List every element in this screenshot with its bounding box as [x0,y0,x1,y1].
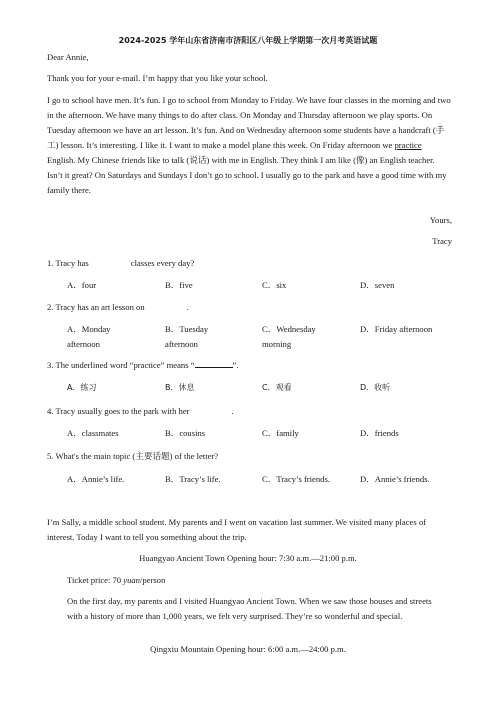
question-4-option-a[interactable]: A．classmates [67,428,119,438]
letter-paragraph-1: Thank you for your e-mail. I’m happy that you like your school. [47,73,268,83]
question-2-option-a[interactable]: A．Monday afternoon [67,324,111,349]
question-3-stem-b: ”. [232,360,239,370]
letter-signature: Tracy [432,236,452,246]
underlined-word-practice: practice [394,140,422,150]
place-1-heading: Huangyao Ancient Town Opening hour: 7:30 a.m.—21:00 p.m. [139,553,357,563]
question-3-stem-a: 3. The underlined word “practice” means “ [47,360,195,370]
question-3-option-c[interactable]: C．观看 [262,383,292,392]
question-3-option-a[interactable]: A．练习 [67,383,97,392]
place-1-text: On the first day, my parents and I visited Huangyao Ancient Town. When we saw those houses and streets with a history of more than 1,000 years, we felt very surprised. They’re so wonderful and special. [67,596,432,621]
question-2-option-c[interactable]: C．Wednesday morning [262,324,316,349]
question-1 [47,256,457,271]
letter-closing: Yours, [429,215,452,225]
ticket-price [67,573,165,588]
letter-paragraph-2 [47,93,451,198]
question-5 [47,449,457,464]
question-1-options [67,278,457,293]
question-2-option-b[interactable]: B．Tuesday afternoon [165,324,209,349]
question-2-options [67,322,457,352]
question-1-option-b[interactable]: B．five [165,280,193,290]
question-4-stem-a: 4. Tracy usually goes to the park with her [47,406,190,416]
question-5-stem-a: 5. What's the main topic (主要话题) of the letter? [47,451,219,461]
question-5-options [67,472,457,487]
question-3-options [67,380,457,395]
question-3-option-b[interactable]: B．休息 [165,383,195,392]
letter-paragraph-2-part-b: English. My Chinese friends like to talk (说话) with me in English. They think I am like (像) an English teacher. Isn’t it great? On Saturdays and Sundays I don’t go to school. I usually go to the park and have a good time with my family there. [47,155,447,195]
passage-2-intro: I’m Sally, a middle school student. My parents and I went on vacation last summer. We visited many places of interest. Today I want to tell you something about the trip. [47,517,427,542]
document-title: 2024-2025 学年山东省济南市济阳区八年级上学期第一次月考英语试题 [118,36,378,45]
letter-greeting: Dear Annie, [47,52,89,62]
question-2-option-d[interactable]: D．Friday afternoon [360,324,433,334]
question-4 [47,404,457,419]
question-3-option-d[interactable]: D．收听 [360,383,391,392]
question-1-stem-a: 1. Tracy has [47,258,89,268]
question-2 [47,300,457,315]
question-4-stem-b: . [231,406,234,416]
question-2-stem-a: 2. Tracy has an art lesson on [47,302,145,312]
question-4-options [67,426,457,441]
question-4-option-b[interactable]: B．cousins [165,428,206,438]
ticket-price-unit: yuan [123,575,140,585]
ticket-price-suffix: /person [139,575,166,585]
question-5-option-d[interactable]: D．Annie’s friends. [360,474,430,484]
question-1-option-c[interactable]: C．six [262,280,287,290]
question-5-option-b[interactable]: B．Tracy’s life. [165,474,221,484]
ticket-price-label: Ticket price: 70 [67,575,124,585]
question-2-stem-b: . [186,302,189,312]
question-1-stem-b: classes every day? [130,258,195,268]
question-5-option-c[interactable]: C．Tracy’s friends. [262,474,330,484]
letter-paragraph-2-part-a: I go to school have men. It’s fun. I go to school from Monday to Friday. We have four classes in the morning and two in the afternoon. We have many things to do after class. On Monday and Thursday afternoon we play sports. On Tuesday afternoon we have an art lesson. It’s fun. And on Wednesday afternoon some students have a handcraft (手工) lesson. It’s interesting. I like it. I want to make a model plane this week. On Friday afternoon we [47,95,451,150]
question-3 [47,358,457,373]
question-1-option-a[interactable]: A．four [67,280,97,290]
place-2-heading: Qingxiu Mountain Opening hour: 6:00 a.m.—24:00 p.m. [150,644,346,654]
question-1-option-d[interactable]: D．seven [360,280,395,290]
question-4-option-d[interactable]: D．friends [360,428,399,438]
question-5-option-a[interactable]: A．Annie’s life. [67,474,125,484]
question-4-option-c[interactable]: C．family [262,428,299,438]
